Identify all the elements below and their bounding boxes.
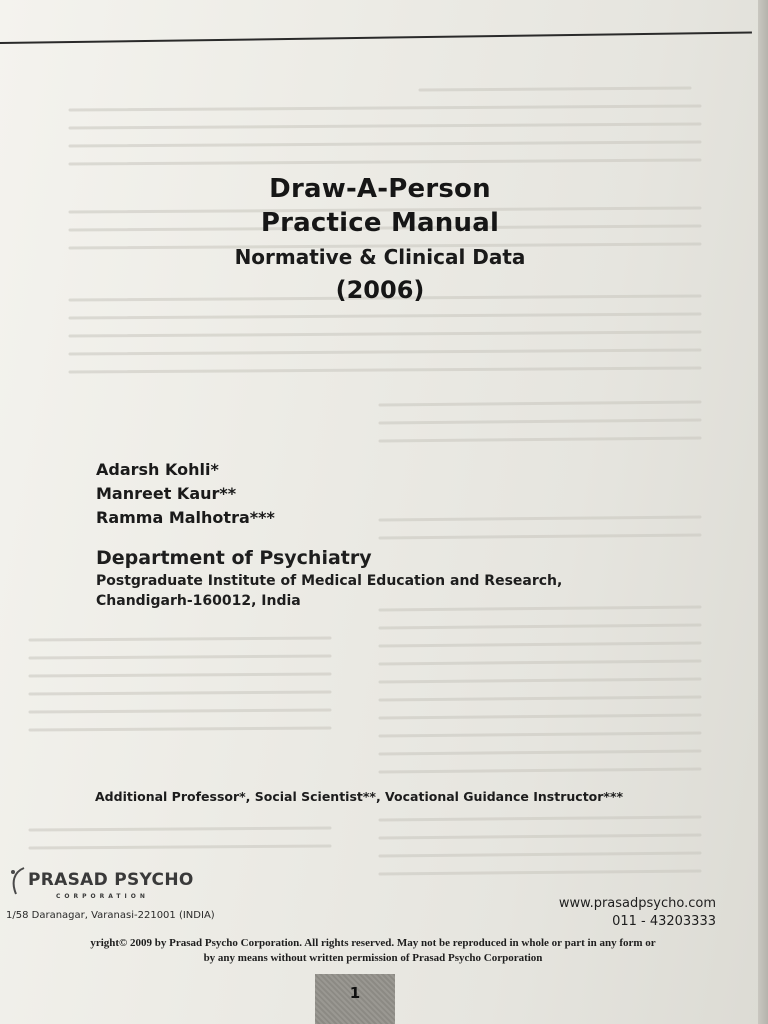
page-number-tab — [315, 974, 395, 1024]
title-block — [190, 172, 570, 308]
author-list — [96, 458, 275, 530]
manual-title-line-2: Practice Manual — [260, 208, 500, 238]
author-name: Ramma Malhotra*** — [96, 508, 275, 527]
manual-title-line-1: Draw-A-Person — [269, 174, 491, 204]
institute-name: Postgraduate Institute of Medical Education and Research, — [96, 573, 563, 589]
department-block — [96, 545, 562, 611]
department-name: Department of Psychiatry — [96, 547, 372, 569]
publication-year: (2006) — [335, 276, 425, 304]
publisher-tagline: CORPORATION — [56, 893, 149, 900]
publisher-name: PRASAD PSYCHO — [28, 870, 194, 890]
publisher-logo-icon — [8, 866, 30, 896]
institute-city: Chandigarh-160012, India — [96, 593, 301, 609]
author-name: Manreet Kaur** — [96, 484, 237, 503]
publisher-logo — [6, 866, 206, 906]
author-name: Adarsh Kohli* — [96, 460, 219, 479]
publisher-website: www.prasadpsycho.com — [558, 896, 716, 911]
copyright-notice — [8, 936, 738, 966]
page-edge-shadow — [758, 0, 768, 1024]
author-roles: Additional Professor*, Social Scientist**, Vocational Guidance Instructor*** — [95, 789, 624, 804]
copyright-line-1: yright© 2009 by Prasad Psycho Corporation. All rights reserved. May not be reproduced in whole or part in any form or — [90, 937, 656, 949]
manual-subtitle: Normative & Clinical Data — [234, 245, 526, 269]
publisher-address: 1/58 Daranagar, Varanasi-221001 (INDIA) — [6, 910, 215, 921]
publisher-contact — [559, 895, 716, 931]
page-number: 1 — [349, 984, 361, 1002]
publisher-phone: 011 - 43203333 — [612, 914, 716, 929]
copyright-line-2: by any means without written permission of Prasad Psycho Corporation — [203, 952, 543, 964]
